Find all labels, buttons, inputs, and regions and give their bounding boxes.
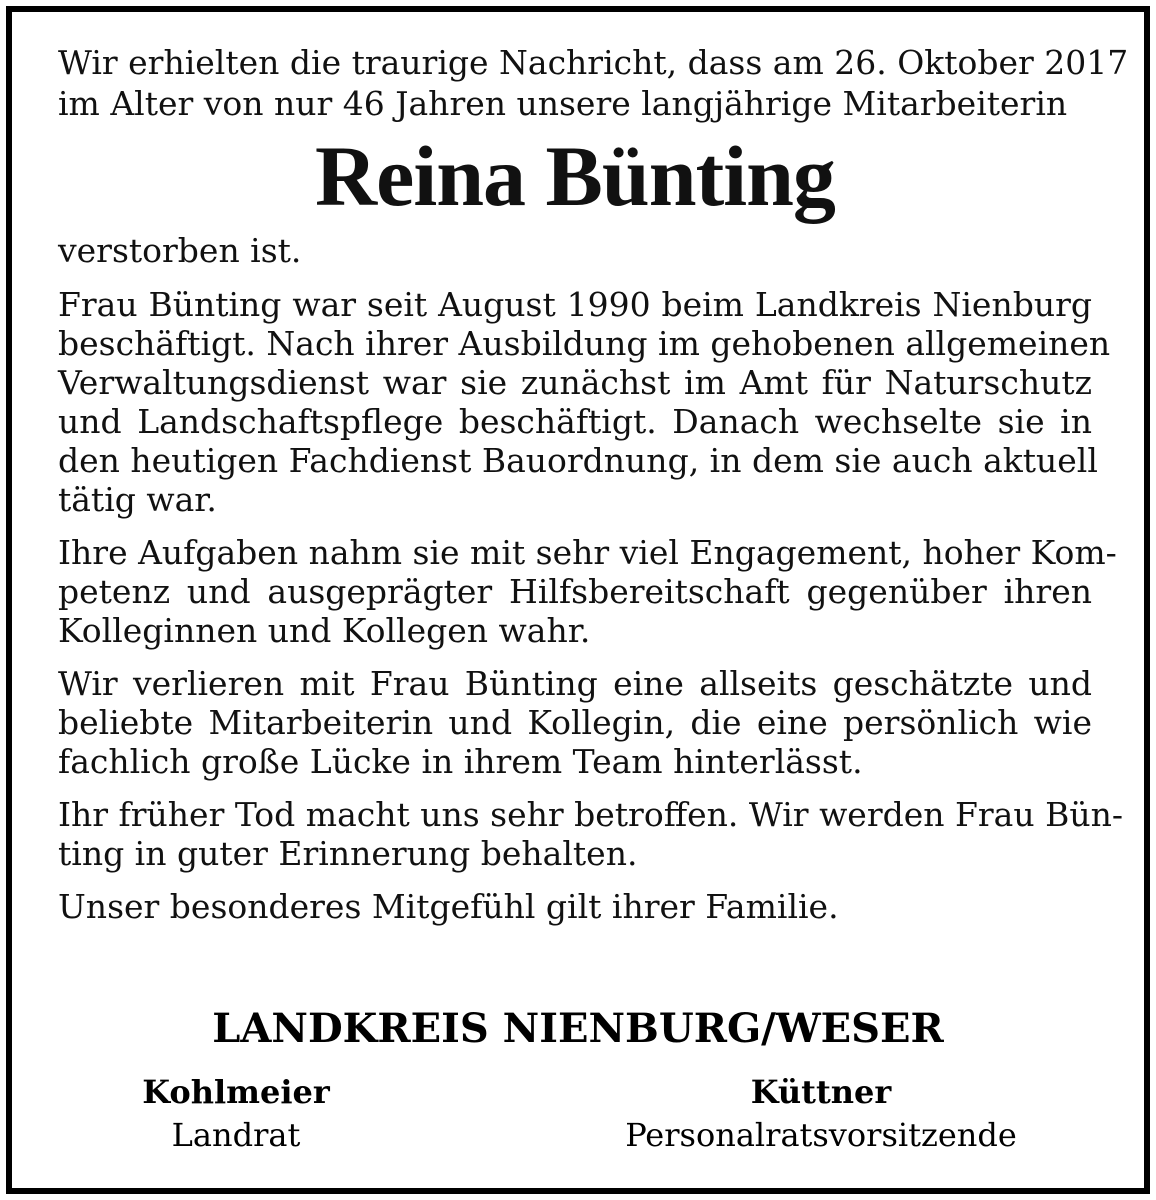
paragraph-line: Frau Bünting war seit August 1990 beim Landkreis Nienburg [58,285,1092,324]
signatory-role: Landrat [171,1116,301,1154]
paragraph-2 [58,533,1117,650]
signatory-right [606,1072,1036,1158]
paragraph-line: fachlich große Lücke in ihrem Team hinterlässt. [58,742,863,781]
paragraph-5 [58,887,1092,926]
paragraph-line: Ihre Aufgaben nahm sie mit sehr viel Engagement, hoher Kom- [58,533,1117,572]
paragraph-line: Verwaltungsdienst war sie zunächst im Amt für Naturschutz [58,363,1092,402]
paragraph-line: petenz und ausgeprägter Hilfsbereitschaft gegenüber ihren [58,572,1092,611]
paragraph-line: beliebte Mitarbeiterin und Kollegin, die eine persönlich wie [58,703,1092,742]
intro-line-1: Wir erhielten die traurige Nachricht, dass am 26. Oktober 2017 [58,43,1129,82]
paragraph-line: ting in guter Erinnerung behalten. [58,834,638,873]
paragraph-3 [58,664,1092,781]
paragraph-line: und Landschaftspflege beschäftigt. Danach wechselte sie in [58,402,1092,441]
paragraph-line: Ihr früher Tod macht uns sehr betroffen. Wir werden Frau Bün- [58,795,1124,834]
deceased-name: Reina Bünting [315,128,835,224]
signatory-role: Personalratsvorsitzende [625,1116,1017,1154]
signatory-left [136,1072,336,1158]
notice-body [58,42,1129,926]
signatory-name: Kohlmeier [142,1073,330,1111]
paragraph-line: Unser besonderes Mitgefühl gilt ihrer Familie. [58,887,839,926]
paragraph-line: Kolleginnen und Kollegen wahr. [58,611,591,650]
paragraph-1 [58,285,1111,519]
intro-line-2: im Alter von nur 46 Jahren unsere langjährige Mitarbeiterin [58,84,1068,123]
paragraph-line: den heutigen Fachdienst Bauordnung, in dem sie auch aktuell [58,441,1098,480]
paragraph-line: tätig war. [58,480,217,519]
paragraph-line: Wir verlieren mit Frau Bünting eine allseits geschätzte und [58,664,1092,703]
after-name-text: verstorben ist. [58,231,302,270]
organization-name: LANDKREIS NIENBURG/WESER [212,1005,944,1052]
paragraph-line: beschäftigt. Nach ihrer Ausbildung im gehobenen allgemeinen [58,324,1111,363]
paragraph-4 [58,795,1124,873]
signatory-name: Küttner [750,1073,892,1111]
